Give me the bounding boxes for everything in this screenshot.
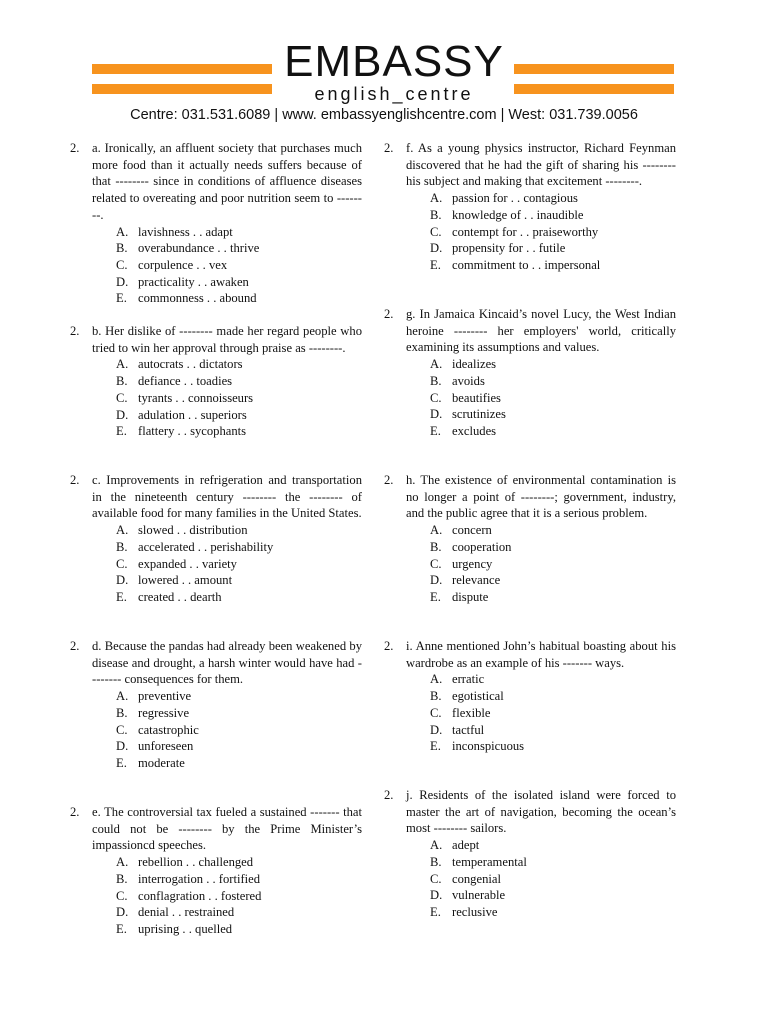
orange-stripe	[92, 64, 272, 74]
answer-option	[430, 854, 676, 871]
option-letter: D.	[116, 573, 129, 588]
question-number: 2.	[70, 639, 80, 653]
answer-option	[430, 871, 676, 888]
answer-option	[430, 688, 676, 705]
option-letter: B.	[116, 705, 128, 720]
option-text: urgency	[452, 556, 493, 571]
answer-option	[430, 572, 676, 589]
answer-option	[430, 356, 676, 373]
answer-option	[430, 240, 676, 257]
answer-option	[430, 589, 676, 606]
option-text: created . . dearth	[138, 589, 222, 604]
option-letter: B.	[116, 871, 128, 886]
option-text: overabundance . . thrive	[138, 241, 260, 256]
option-letter: E.	[430, 423, 441, 438]
answer-option	[116, 290, 362, 307]
question-stem: h. The existence of environmental contamination is no longer a point of --------; government, industry, and the public agree that it is a serious problem.	[406, 473, 676, 521]
option-text: passion for . . contagious	[452, 191, 578, 206]
answer-option	[116, 705, 362, 722]
option-text: slowed . . distribution	[138, 523, 248, 538]
question-number: 2.	[70, 141, 80, 155]
option-text: corpulence . . vex	[138, 257, 228, 272]
option-letter: E.	[116, 755, 127, 770]
answer-option	[116, 904, 362, 921]
option-letter: A.	[430, 357, 443, 372]
question-number: 2.	[384, 639, 394, 653]
orange-stripe	[514, 84, 674, 94]
answer-option	[430, 671, 676, 688]
option-text: catastrophic	[138, 722, 199, 737]
question-d	[70, 638, 362, 772]
answer-option	[116, 257, 362, 274]
option-letter: D.	[430, 241, 443, 256]
option-text: tactful	[452, 722, 485, 737]
option-text: erratic	[452, 672, 485, 687]
option-letter: C.	[430, 224, 442, 239]
answer-option	[430, 390, 676, 407]
answer-option	[116, 888, 362, 905]
option-text: expanded . . variety	[138, 556, 237, 571]
option-letter: C.	[116, 556, 128, 571]
question-number: 2.	[70, 324, 80, 338]
answer-option	[116, 240, 362, 257]
answer-option	[116, 407, 362, 424]
option-text: concern	[452, 523, 492, 538]
question-number: 2.	[70, 805, 80, 819]
option-text: contempt for . . praiseworthy	[452, 224, 599, 239]
option-text: vulnerable	[452, 888, 506, 903]
option-letter: A.	[430, 672, 443, 687]
answer-option	[430, 373, 676, 390]
answer-option	[430, 722, 676, 739]
option-text: congenial	[452, 871, 501, 886]
option-letter: A.	[430, 838, 443, 853]
option-text: beautifies	[452, 390, 501, 405]
option-text: unforeseen	[138, 739, 194, 754]
option-text: flexible	[452, 705, 491, 720]
question-stem: b. Her dislike of -------- made her regard people who tried to win her approval through praise as --------.	[92, 324, 362, 355]
option-letter: B.	[430, 373, 442, 388]
option-text: preventive	[138, 689, 192, 704]
option-letter: B.	[116, 241, 128, 256]
option-letter: B.	[430, 854, 442, 869]
option-text: knowledge of . . inaudible	[452, 207, 584, 222]
option-text: temperamental	[452, 854, 527, 869]
option-letter: B.	[430, 207, 442, 222]
answer-option	[430, 423, 676, 440]
question-h	[384, 472, 676, 606]
option-letter: D.	[116, 274, 129, 289]
option-text: propensity for . . futile	[452, 241, 566, 256]
option-text: adept	[452, 838, 480, 853]
question-number: 2.	[384, 473, 394, 487]
answer-option	[430, 224, 676, 241]
answer-option	[430, 887, 676, 904]
question-number: 2.	[70, 473, 80, 487]
question-stem: g. In Jamaica Kincaid’s novel Lucy, the West Indian heroine -------- her employers' world, critically examining its assumptions and values.	[406, 307, 676, 355]
question-number: 2.	[384, 141, 394, 155]
option-text: adulation . . superiors	[138, 407, 247, 422]
question-stem: j. Residents of the isolated island were forced to master the art of navigation, becoming the ocean’s most -------- sailors.	[406, 788, 676, 836]
answer-option	[116, 688, 362, 705]
option-text: regressive	[138, 705, 190, 720]
question-stem: i. Anne mentioned John’s habitual boasting about his wardrobe as an example of his ------- ways.	[406, 639, 676, 670]
option-text: inconspicuous	[452, 739, 525, 754]
option-text: autocrats . . dictators	[138, 357, 243, 372]
answer-option	[116, 373, 362, 390]
option-letter: D.	[430, 407, 443, 422]
question-j	[384, 787, 676, 921]
option-text: idealizes	[452, 357, 497, 372]
option-letter: A.	[116, 855, 129, 870]
answer-option	[430, 522, 676, 539]
option-letter: A.	[116, 523, 129, 538]
option-letter: C.	[430, 705, 442, 720]
answer-option	[116, 556, 362, 573]
contact-line: Centre: 031.531.6089 | www. embassyenglishcentre.com | West: 031.739.0056	[130, 107, 638, 123]
option-letter: E.	[116, 589, 127, 604]
option-text: tyrants . . connoisseurs	[138, 390, 254, 405]
option-letter: C.	[430, 556, 442, 571]
answer-option	[430, 539, 676, 556]
answer-option	[430, 406, 676, 423]
option-letter: B.	[430, 539, 442, 554]
option-letter: D.	[116, 905, 129, 920]
question-stem: c. Improvements in refrigeration and transportation in the nineteenth century -------- the -------- of available food for many families in the United States.	[92, 473, 362, 521]
option-text: cooperation	[452, 539, 512, 554]
option-text: excludes	[452, 423, 497, 438]
answer-option	[116, 539, 362, 556]
answer-option	[116, 921, 362, 938]
question-number: 2.	[384, 307, 394, 321]
option-letter: D.	[116, 407, 129, 422]
option-letter: E.	[116, 424, 127, 439]
option-text: moderate	[138, 755, 185, 770]
question-stem: e. The controversial tax fueled a sustained ------- that could not be -------- by the Prime Minister’s impassioncd speeches.	[92, 805, 362, 853]
option-letter: E.	[430, 589, 441, 604]
option-letter: E.	[430, 257, 441, 272]
option-letter: E.	[116, 921, 127, 936]
page-header	[0, 0, 768, 128]
option-text: rebellion . . challenged	[138, 855, 254, 870]
question-e	[70, 804, 362, 938]
answer-option	[116, 390, 362, 407]
option-text: defiance . . toadies	[138, 374, 233, 389]
question-g	[384, 306, 676, 440]
option-letter: A.	[116, 357, 129, 372]
option-letter: C.	[116, 257, 128, 272]
option-text: uprising . . quelled	[138, 921, 233, 936]
answer-option	[116, 224, 362, 241]
answer-option	[430, 190, 676, 207]
option-text: conflagration . . fostered	[138, 888, 262, 903]
answer-option	[116, 423, 362, 440]
question-c	[70, 472, 362, 606]
answer-option	[430, 904, 676, 921]
option-letter: B.	[430, 689, 442, 704]
orange-stripe	[92, 84, 272, 94]
option-letter: C.	[116, 888, 128, 903]
option-letter: A.	[116, 689, 129, 704]
option-letter: C.	[116, 722, 128, 737]
answer-option	[116, 589, 362, 606]
answer-option	[116, 572, 362, 589]
option-letter: D.	[430, 722, 443, 737]
question-stem: f. As a young physics instructor, Richard Feynman discovered that he had the gift of sharing his -------- his subject and making that excitement --------.	[406, 141, 676, 189]
option-letter: D.	[430, 888, 443, 903]
answer-option	[116, 522, 362, 539]
question-stem: d. Because the pandas had already been weakened by disease and drought, a harsh winter would have had -------- consequences for them.	[92, 639, 362, 687]
option-text: interrogation . . fortified	[138, 871, 261, 886]
option-text: practicality . . awaken	[138, 274, 249, 289]
option-letter: A.	[116, 224, 129, 239]
answer-option	[430, 705, 676, 722]
option-text: relevance	[452, 573, 501, 588]
option-text: commonness . . abound	[138, 291, 257, 306]
option-letter: E.	[430, 904, 441, 919]
option-text: lowered . . amount	[138, 573, 233, 588]
option-letter: D.	[430, 573, 443, 588]
question-a	[70, 140, 362, 307]
answer-option	[430, 257, 676, 274]
option-letter: A.	[430, 191, 443, 206]
option-letter: B.	[116, 374, 128, 389]
option-letter: A.	[430, 523, 443, 538]
brand-logo: EMBASSY	[284, 37, 504, 86]
option-text: commitment to . . impersonal	[452, 257, 601, 272]
option-letter: C.	[430, 871, 442, 886]
answer-option	[116, 738, 362, 755]
option-text: egotistical	[452, 689, 504, 704]
option-text: lavishness . . adapt	[138, 224, 233, 239]
brand-subtitle: english_centre	[314, 84, 474, 104]
option-letter: C.	[430, 390, 442, 405]
answer-option	[116, 755, 362, 772]
option-letter: B.	[116, 539, 128, 554]
answer-option	[116, 722, 362, 739]
option-text: scrutinizes	[452, 407, 506, 422]
option-letter: D.	[116, 739, 129, 754]
answer-option	[116, 356, 362, 373]
answer-option	[430, 207, 676, 224]
answer-option	[430, 556, 676, 573]
option-letter: C.	[116, 390, 128, 405]
option-text: denial . . restrained	[138, 905, 235, 920]
answer-option	[116, 854, 362, 871]
orange-stripe	[514, 64, 674, 74]
option-letter: E.	[430, 739, 441, 754]
answer-option	[116, 871, 362, 888]
question-number: 2.	[384, 788, 394, 802]
answer-option	[116, 274, 362, 291]
option-text: reclusive	[452, 904, 498, 919]
option-text: dispute	[452, 589, 489, 604]
option-text: accelerated . . perishability	[138, 539, 274, 554]
question-i	[384, 638, 676, 755]
question-f	[384, 140, 676, 274]
option-text: avoids	[452, 373, 485, 388]
question-b	[70, 323, 362, 440]
answer-option	[430, 837, 676, 854]
question-stem: a. Ironically, an affluent society that purchases much more food than it actually needs suffers because of that -------- since in conditions of affluence diseases related to overeating and poor nutrition seem to --------.	[92, 141, 362, 222]
option-text: flattery . . sycophants	[138, 424, 247, 439]
option-letter: E.	[116, 291, 127, 306]
answer-option	[430, 738, 676, 755]
